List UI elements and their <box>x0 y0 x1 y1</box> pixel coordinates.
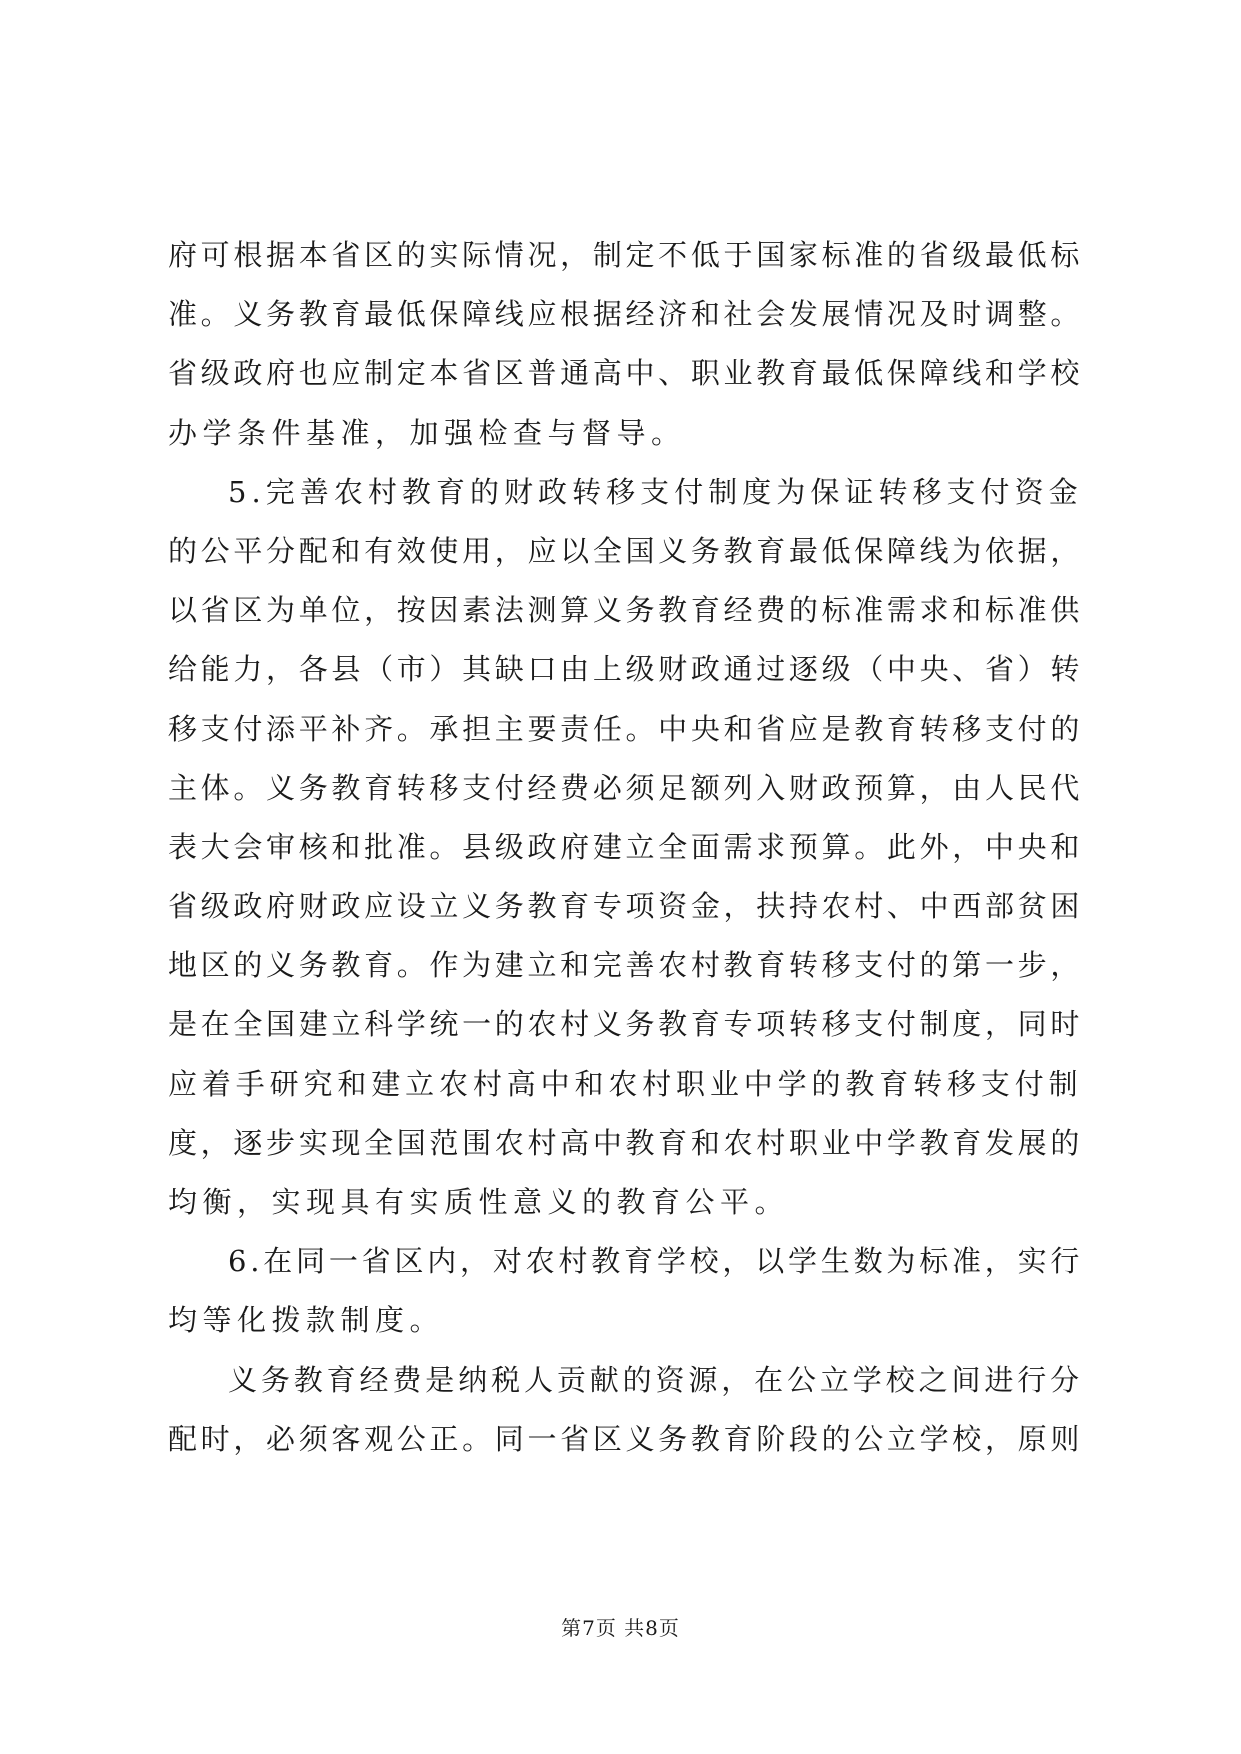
text-line: 准。义务教育最低保障线应根据经济和社会发展情况及时调整。 <box>168 297 1084 332</box>
text-line: 省级政府财政应设立义务教育专项资金，扶持农村、中西部贫困 <box>168 889 1084 924</box>
text-line: 移支付添平补齐。承担主要责任。中央和省应是教育转移支付的 <box>168 711 1084 746</box>
text-line: 府可根据本省区的实际情况，制定不低于国家标准的省级最低标 <box>168 238 1084 272</box>
text-line: 均等化拨款制度。 <box>168 1303 445 1338</box>
text-line: 地区的义务教育。作为建立和完善农村教育转移支付的第一步， <box>168 948 1084 983</box>
text-line: 度，逐步实现全国范围农村高中教育和农村职业中学教育发展的 <box>168 1125 1084 1160</box>
body-text <box>168 226 1083 1469</box>
text-line: 给能力，各县（市）其缺口由上级财政通过逐级（中央、省）转 <box>168 652 1084 687</box>
page-footer: 第7页 共8页 <box>561 1616 680 1640</box>
text-line: 的公平分配和有效使用，应以全国义务教育最低保障线为依据， <box>168 533 1084 568</box>
text-line: 均衡，实现具有实质性意义的教育公平。 <box>168 1185 790 1219</box>
text-line: 义务教育经费是纳税人贡献的资源，在公立学校之间进行分 <box>228 1362 1084 1397</box>
text-line: 应着手研究和建立农村高中和农村职业中学的教育转移支付制 <box>168 1066 1083 1101</box>
text-line: 办学条件基准，加强检查与督导。 <box>168 415 686 450</box>
text-line: 表大会审核和批准。县级政府建立全面需求预算。此外，中央和 <box>168 829 1084 864</box>
text-line: 6.在同一省区内，对农村教育学校，以学生数为标准，实行 <box>228 1244 1084 1279</box>
text-line: 省级政府也应制定本省区普通高中、职业教育最低保障线和学校 <box>168 356 1084 391</box>
text-line: 以省区为单位，按因素法测算义务教育经费的标准需求和标准供 <box>168 593 1084 628</box>
text-line: 配时，必须客观公正。同一省区义务教育阶段的公立学校，原则 <box>168 1421 1084 1456</box>
text-line: 主体。义务教育转移支付经费必须足额列入财政预算，由人民代 <box>168 770 1084 805</box>
text-line: 5.完善农村教育的财政转移支付制度为保证转移支付资金 <box>228 474 1083 509</box>
text-line: 是在全国建立科学统一的农村义务教育专项转移支付制度，同时 <box>168 1007 1084 1042</box>
